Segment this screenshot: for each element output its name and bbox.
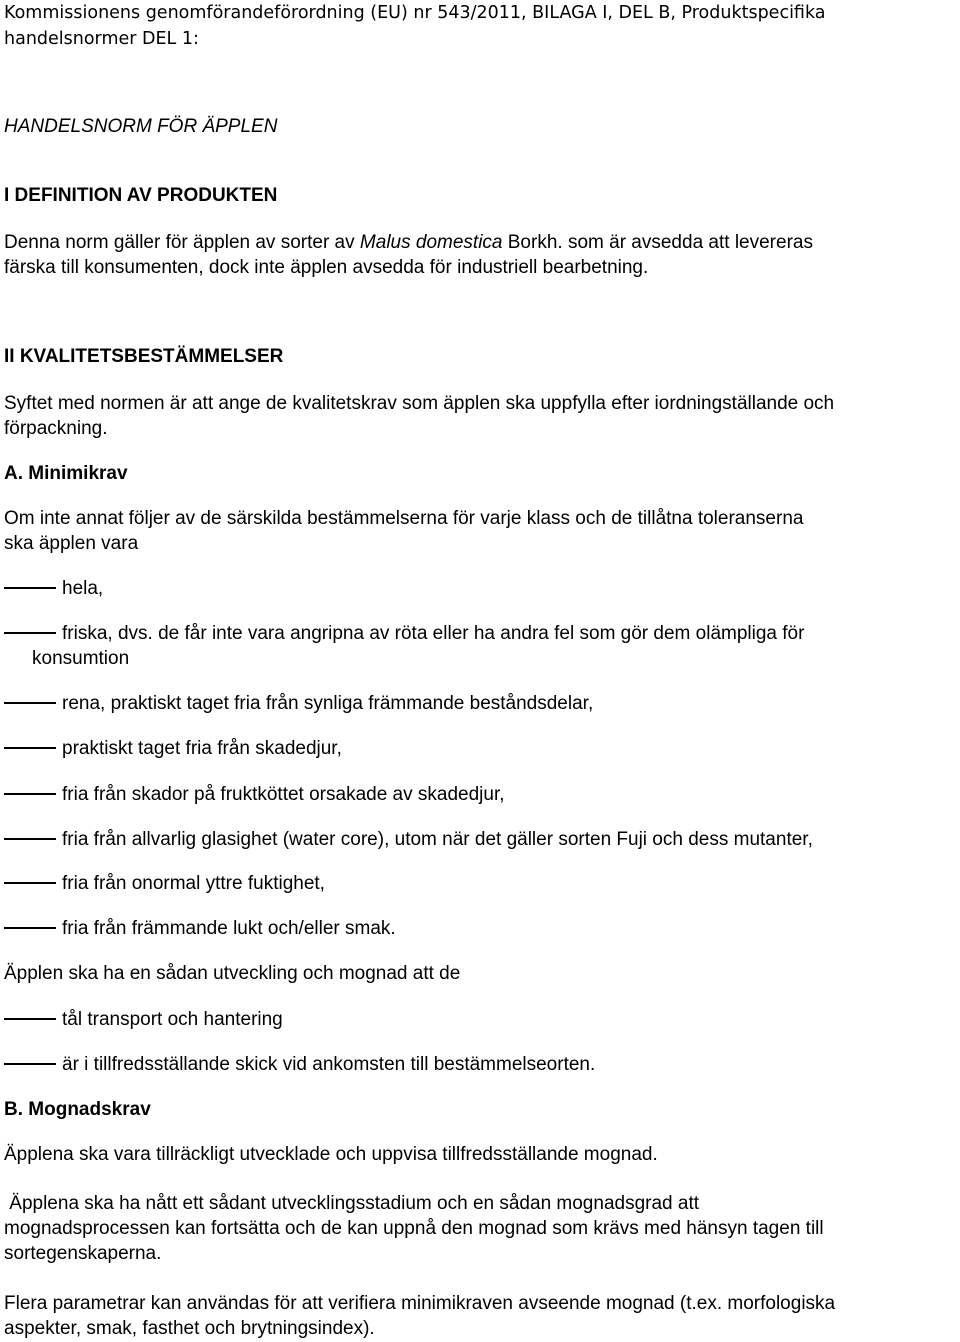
- document-header-line-1: Kommissionens genomförandeförordning (EU) nr 543/2011, BILAGA I, DEL B, Produktspecifika: [4, 3, 826, 23]
- section-1-text-line-2: färska till konsumenten, dock inte äpplen avsedda för industriell bearbetning.: [4, 257, 649, 278]
- section-b-paragraph-3-line-2: aspekter, smak, fasthet och brytningsindex).: [4, 1318, 375, 1339]
- section-b-paragraph-2-line-3: sortegenskaperna.: [4, 1243, 162, 1264]
- section-1-text-part-a: Denna norm gäller för äpplen av sorter av: [4, 232, 360, 253]
- em-dash-bullet: [4, 702, 56, 703]
- list-item: praktiskt taget fria från skadedjur,: [4, 736, 342, 761]
- section-2-text-line-1: Syftet med normen är att ange de kvalitetskrav som äpplen ska uppfylla efter iordningställande och: [4, 393, 835, 414]
- section-b-heading: B. Mognadskrav: [4, 1099, 151, 1120]
- section-b-paragraph-1: Äpplena ska vara tillräckligt utvecklade och uppvisa tillfredsställande mognad.: [4, 1144, 658, 1165]
- list-item: rena, praktiskt taget fria från synliga främmande beståndsdelar,: [4, 691, 593, 716]
- document-header-line-2: handelsnormer DEL 1:: [4, 29, 199, 49]
- section-b-paragraph-3-line-1: Flera parametrar kan användas för att verifiera minimikraven avseende mognad (t.ex. morfologiska: [4, 1293, 836, 1314]
- list-item: fria från allvarlig glasighet (water core), utom när det gäller sorten Fuji och dess mutanter,: [4, 827, 813, 852]
- section-a-intro-line-2: ska äpplen vara: [4, 533, 139, 554]
- section-a-intro-line-1: Om inte annat följer av de särskilda bestämmelserna för varje klass och de tillåtna toleranserna: [4, 508, 804, 529]
- list-item-continuation: konsumtion: [32, 648, 130, 669]
- page-title: HANDELSNORM FÖR ÄPPLEN: [4, 116, 278, 137]
- section-1-text-part-b: Borkh. som är avsedda att levereras: [502, 232, 813, 253]
- section-2-text-line-2: förpackning.: [4, 418, 108, 439]
- em-dash-bullet: [4, 927, 56, 928]
- list-item: friska, dvs. de får inte vara angripna av röta eller ha andra fel som gör dem olämpliga för: [4, 621, 804, 646]
- list-item: hela,: [4, 576, 103, 601]
- species-name: Malus domestica: [359, 232, 503, 253]
- em-dash-bullet: [4, 632, 56, 633]
- section-a-heading: A. Minimikrav: [4, 463, 128, 484]
- em-dash-bullet: [4, 587, 56, 588]
- section-b-paragraph-2-line-1: Äpplena ska ha nått ett sådant utvecklingsstadium och en sådan mognadsgrad att: [4, 1193, 700, 1214]
- em-dash-bullet: [4, 838, 56, 839]
- list-item: fria från främmande lukt och/eller smak.: [4, 916, 396, 941]
- section-1-heading: I DEFINITION AV PRODUKTEN: [4, 185, 278, 206]
- section-2-heading: II KVALITETSBESTÄMMELSER: [4, 346, 284, 367]
- development-intro: Äpplen ska ha en sådan utveckling och mognad att de: [4, 963, 461, 984]
- section-b-paragraph-2-line-2: mognadsprocessen kan fortsätta och de kan uppnå den mognad som krävs med hänsyn tagen till: [4, 1218, 824, 1239]
- section-1-text-line-1: [4, 230, 813, 255]
- em-dash-bullet: [4, 882, 56, 883]
- em-dash-bullet: [4, 1018, 56, 1019]
- list-item: är i tillfredsställande skick vid ankomsten till bestämmelseorten.: [4, 1052, 595, 1077]
- em-dash-bullet: [4, 793, 56, 794]
- em-dash-bullet: [4, 1063, 56, 1064]
- list-item: fria från onormal yttre fuktighet,: [4, 871, 325, 896]
- em-dash-bullet: [4, 747, 56, 748]
- list-item: fria från skador på fruktköttet orsakade av skadedjur,: [4, 782, 505, 807]
- list-item: tål transport och hantering: [4, 1007, 283, 1032]
